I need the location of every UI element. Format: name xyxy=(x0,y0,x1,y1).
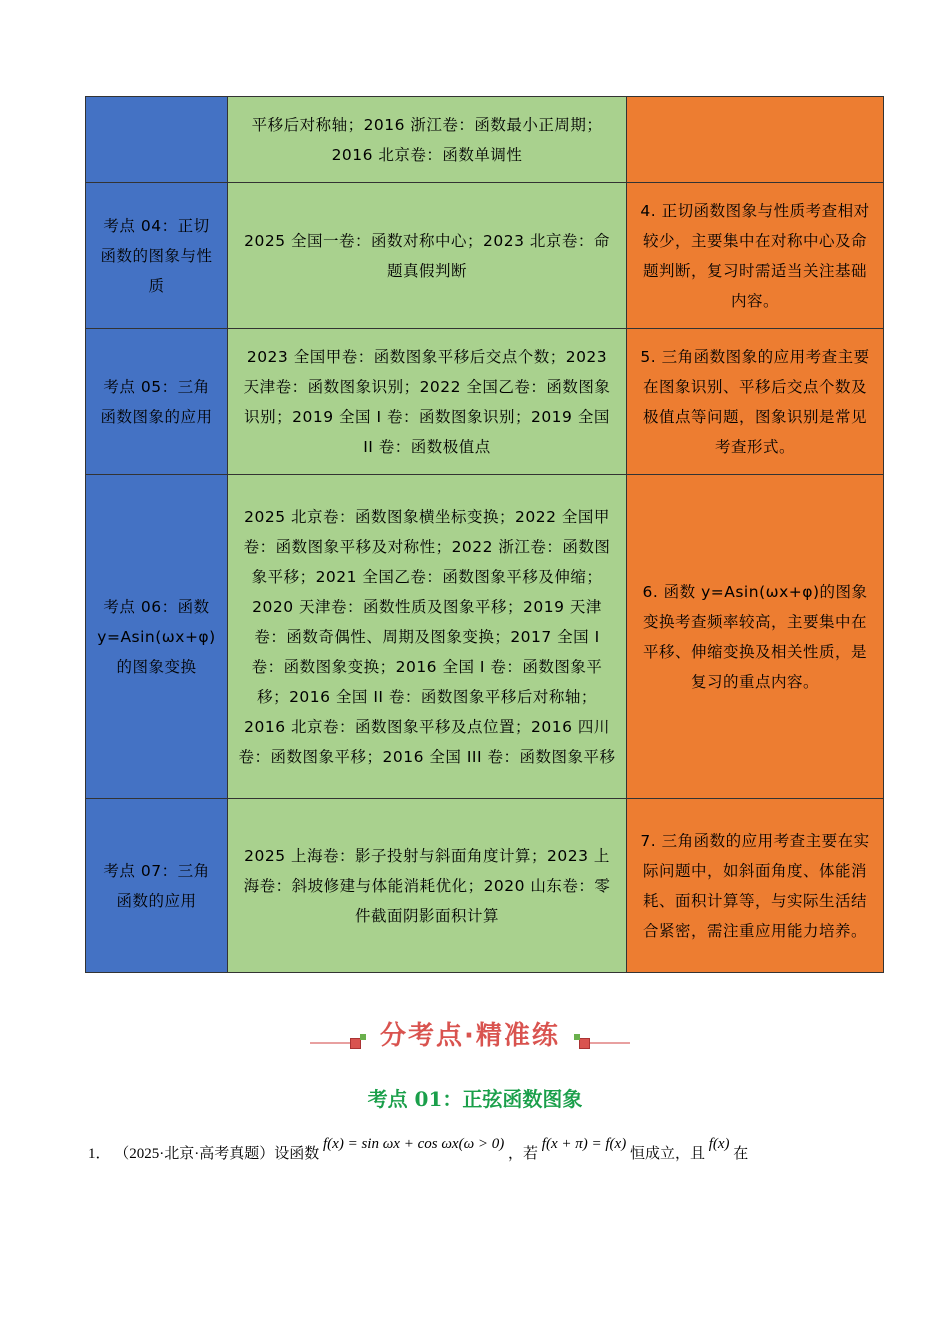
question-source: （2025·北京·高考真题）设函数 xyxy=(114,1146,320,1162)
exams-cell: 2025 北京卷：函数图象横坐标变换；2022 全国甲卷：函数图象平移及对称性；2022 浙江卷：函数图象平移；2021 全国乙卷：函数图象平移及伸缩；2020 天津卷：函数性质及图象平移；2019 天津卷：函数奇偶性、周期及图象变换；2017 全国 I 卷：函数图象变换；2016 全国 I 卷：函数图象平移；2016 全国 II 卷：函数图象平移后对称轴；2016 北京卷：函数图象平移及点位置；2016 四川卷：函数图象平移；2016 全国 III 卷：函数图象平移 xyxy=(228,475,627,799)
topic-cell: 考点 07：三角函数的应用 xyxy=(86,799,228,973)
formula-function: f(x) = sin ωx + cos ωx(ω > 0) xyxy=(323,1136,505,1152)
topic-cell xyxy=(86,97,228,183)
question-text: 在 xyxy=(733,1146,749,1162)
analysis-cell xyxy=(627,97,884,183)
exams-cell: 平移后对称轴；2016 浙江卷：函数最小正周期；2016 北京卷：函数单调性 xyxy=(228,97,627,183)
banner-text: 分考点·精准练 xyxy=(380,1021,560,1051)
table-row xyxy=(86,97,884,183)
section-banner xyxy=(310,1016,630,1056)
table-row xyxy=(86,475,884,799)
section-title: 考点 01：正弦函数图象 xyxy=(367,1087,583,1111)
analysis-cell: 5. 三角函数图象的应用考查主要在图象识别、平移后交点个数及极值点等问题，图象识别是常见考查形式。 xyxy=(627,329,884,475)
topic-cell: 考点 04：正切函数的图象与性质 xyxy=(86,183,228,329)
question-text: ，若 xyxy=(508,1146,539,1162)
exams-cell: 2023 全国甲卷：函数图象平移后交点个数；2023 天津卷：函数图象识别；2022 全国乙卷：函数图象识别；2019 全国 I 卷：函数图象识别；2019 全国 II 卷：函数极值点 xyxy=(228,329,627,475)
exams-cell: 2025 上海卷：影子投射与斜面角度计算；2023 上海卷：斜坡修建与体能消耗优化；2020 山东卷：零件截面阴影面积计算 xyxy=(228,799,627,973)
question-text: 恒成立，且 xyxy=(629,1146,705,1162)
analysis-cell: 6. 函数 y=Asin(ωx+φ)的图象变换考查频率较高，主要集中在平移、伸缩变换及相关性质，是复习的重点内容。 xyxy=(627,475,884,799)
formula-period: f(x + π) = f(x) xyxy=(541,1136,627,1152)
table-row xyxy=(86,799,884,973)
question-1 xyxy=(88,1136,868,1168)
question-number: 1． xyxy=(88,1146,111,1162)
table-row xyxy=(86,183,884,329)
exams-cell: 2025 全国一卷：函数对称中心；2023 北京卷：命题真假判断 xyxy=(228,183,627,329)
formula-fx: f(x) xyxy=(708,1136,730,1152)
topic-cell: 考点 06：函数 y=Asin(ωx+φ)的图象变换 xyxy=(86,475,228,799)
analysis-cell: 4. 正切函数图象与性质考查相对较少，主要集中在对称中心及命题判断，复习时需适当关注基础内容。 xyxy=(627,183,884,329)
table-row xyxy=(86,329,884,475)
topic-cell: 考点 05：三角函数图象的应用 xyxy=(86,329,228,475)
exam-analysis-table xyxy=(85,96,884,973)
analysis-cell: 7. 三角函数的应用考查主要在实际问题中，如斜面角度、体能消耗、面积计算等，与实际生活结合紧密，需注重应用能力培养。 xyxy=(627,799,884,973)
